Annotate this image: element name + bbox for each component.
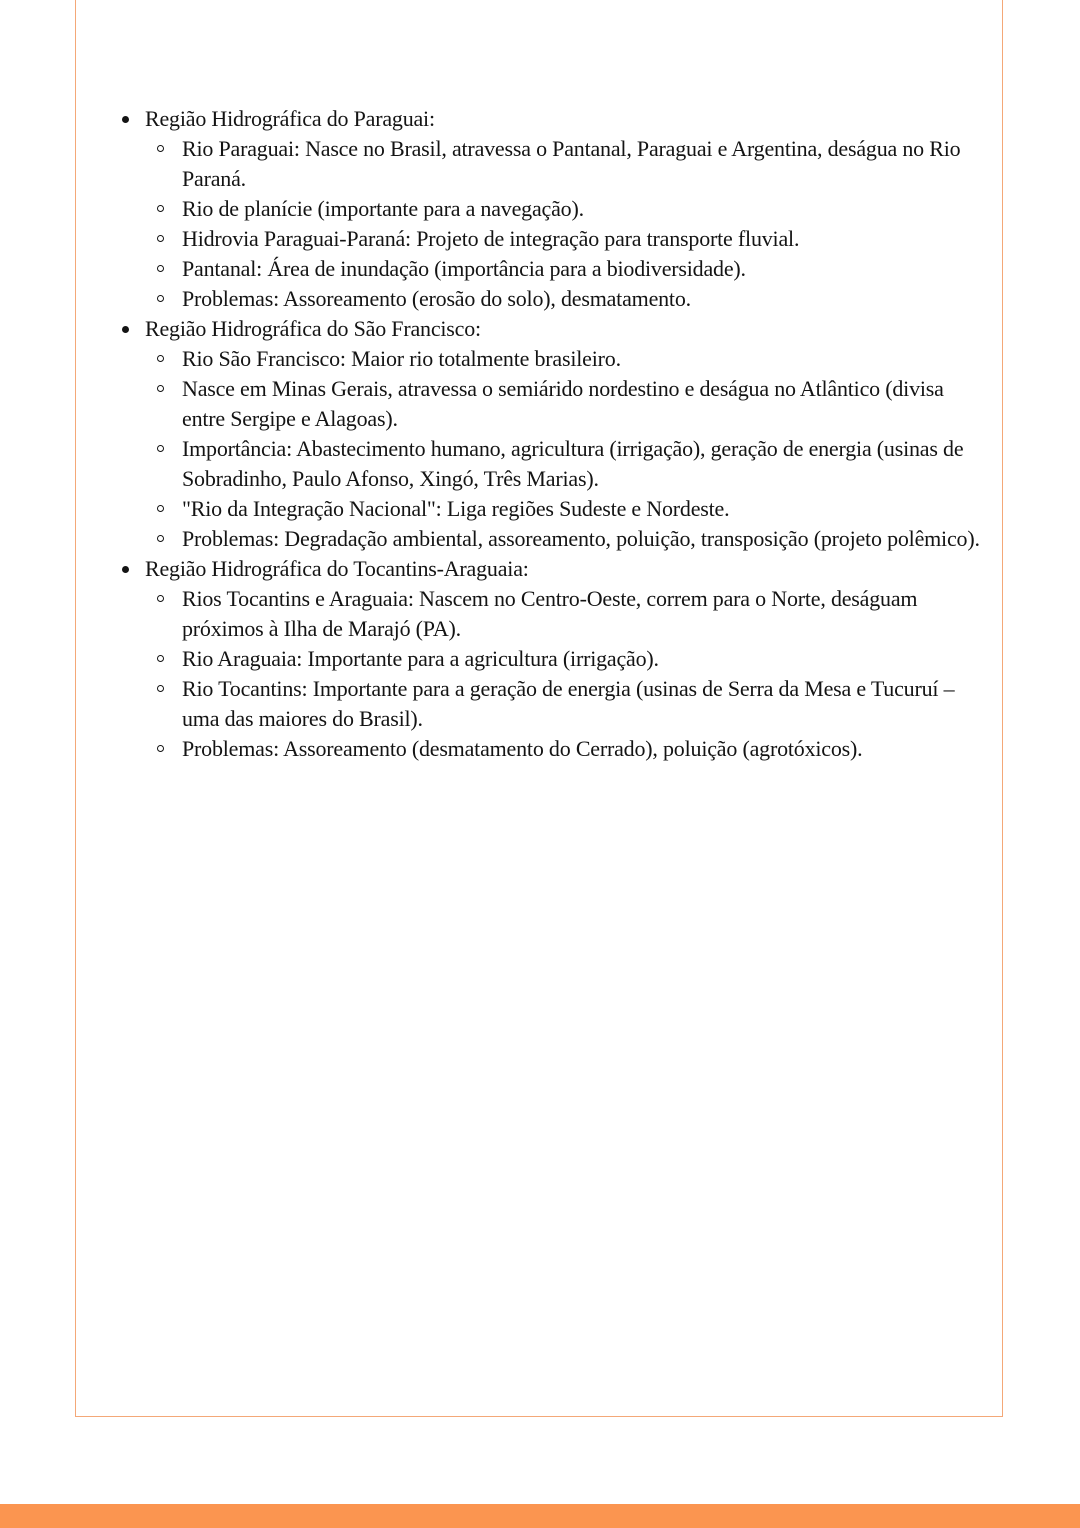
bullet-circle-icon	[157, 505, 164, 512]
list-item: Importância: Abastecimento humano, agricultura (irrigação), geração de energia (usinas de Sobradinho, Paulo Afonso, Xingó, Três Marias).	[145, 434, 980, 494]
list-item: Rio Araguaia: Importante para a agricultura (irrigação).	[145, 644, 980, 674]
region-title: Região Hidrográfica do Tocantins-Araguaia:	[145, 556, 529, 581]
region-details	[145, 584, 980, 764]
list-item: Problemas: Degradação ambiental, assoreamento, poluição, transposição (projeto polêmico).	[145, 524, 980, 554]
list-item: Problemas: Assoreamento (erosão do solo), desmatamento.	[145, 284, 980, 314]
list-item: Problemas: Assoreamento (desmatamento do Cerrado), poluição (agrotóxicos).	[145, 734, 980, 764]
region-title: Região Hidrográfica do Paraguai:	[145, 106, 435, 131]
bottom-accent-bar	[0, 1504, 1080, 1528]
bullet-circle-icon	[157, 655, 164, 662]
bullet-circle-icon	[157, 535, 164, 542]
bullet-circle-icon	[157, 685, 164, 692]
bullet-circle-icon	[157, 295, 164, 302]
list-item: Rio São Francisco: Maior rio totalmente brasileiro.	[145, 344, 980, 374]
bullet-disc-icon	[122, 326, 129, 333]
list-item: "Rio da Integração Nacional": Liga regiões Sudeste e Nordeste.	[145, 494, 980, 524]
list-item: Pantanal: Área de inundação (importância para a biodiversidade).	[145, 254, 980, 284]
bullet-circle-icon	[157, 595, 164, 602]
bullet-circle-icon	[157, 145, 164, 152]
list-item: Rios Tocantins e Araguaia: Nascem no Centro-Oeste, correm para o Norte, deságuam próximos à Ilha de Marajó (PA).	[145, 584, 980, 644]
region-list	[110, 104, 980, 764]
bullet-disc-icon	[122, 116, 129, 123]
list-item: Rio Paraguai: Nasce no Brasil, atravessa o Pantanal, Paraguai e Argentina, deságua no Rio Paraná.	[145, 134, 980, 194]
document-content	[110, 104, 980, 764]
region-details	[145, 344, 980, 554]
region-paraguai	[110, 104, 980, 314]
bullet-circle-icon	[157, 355, 164, 362]
region-tocantins-araguaia	[110, 554, 980, 764]
region-details	[145, 134, 980, 314]
list-item: Nasce em Minas Gerais, atravessa o semiárido nordestino e deságua no Atlântico (divisa entre Sergipe e Alagoas).	[145, 374, 980, 434]
bullet-circle-icon	[157, 235, 164, 242]
bullet-circle-icon	[157, 205, 164, 212]
bullet-circle-icon	[157, 445, 164, 452]
bullet-circle-icon	[157, 265, 164, 272]
bullet-circle-icon	[157, 385, 164, 392]
list-item: Rio Tocantins: Importante para a geração de energia (usinas de Serra da Mesa e Tucuruí – uma das maiores do Brasil).	[145, 674, 980, 734]
region-sao-francisco	[110, 314, 980, 554]
bullet-disc-icon	[122, 566, 129, 573]
list-item: Hidrovia Paraguai-Paraná: Projeto de integração para transporte fluvial.	[145, 224, 980, 254]
region-title: Região Hidrográfica do São Francisco:	[145, 316, 481, 341]
list-item: Rio de planície (importante para a navegação).	[145, 194, 980, 224]
bullet-circle-icon	[157, 745, 164, 752]
